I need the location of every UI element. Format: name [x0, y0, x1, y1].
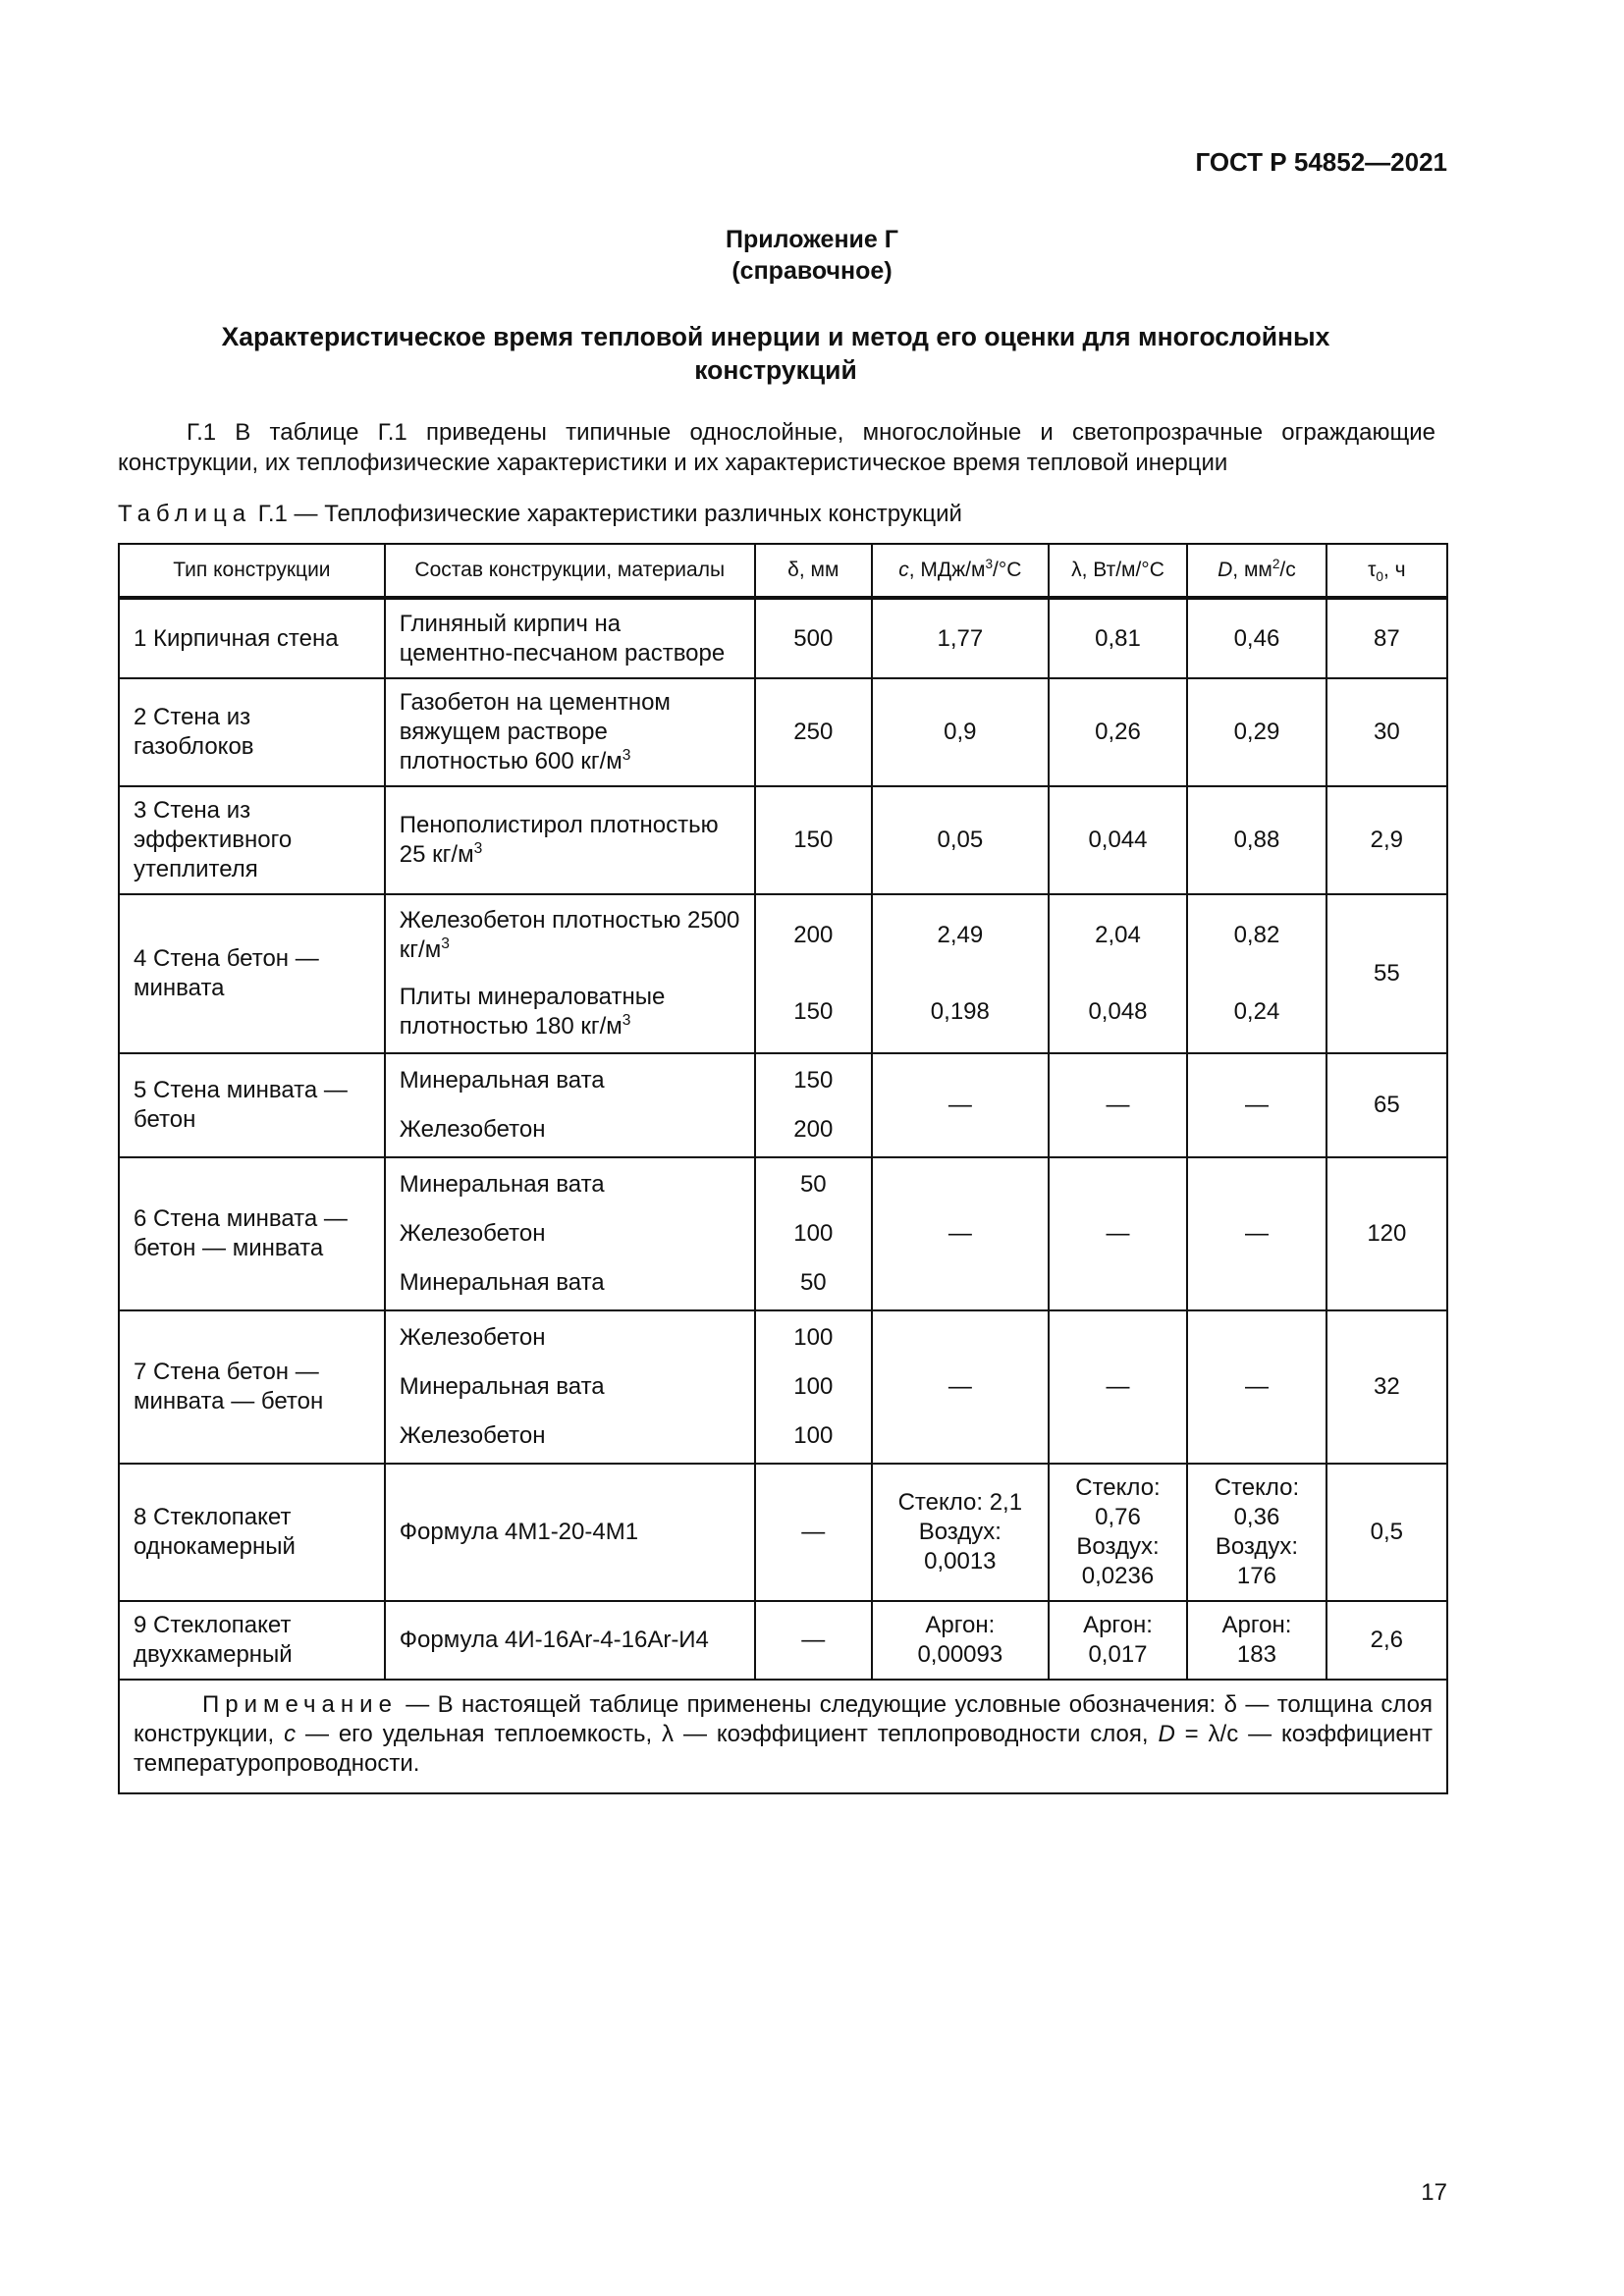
cell-type: 5 Стена минвата — бетон — [119, 1053, 385, 1157]
header-c: c, МДж/$м^3/^\circ С$ — [872, 544, 1049, 598]
cell-type: 6 Стена минвата — бетон — минвата — [119, 1157, 385, 1310]
cell-c: — — [872, 1053, 1049, 1157]
cell-delta: 50 100 50 — [755, 1157, 872, 1310]
header-row — [119, 544, 1447, 598]
table-row — [119, 598, 1447, 678]
cell-d: 0,29 — [1187, 678, 1326, 786]
cell-material: Формула 4М1-20-4М1 — [385, 1464, 755, 1601]
page-number: 17 — [1421, 2179, 1447, 2206]
table-caption — [118, 501, 962, 528]
cell-material: Газобетон на цементном вяжущем растворе плотностью 600 $кг/м^3$ — [385, 678, 755, 786]
cell-material: Железобетон Минеральная вата Железобетон — [385, 1310, 755, 1464]
cell-material: Минеральная вата Железобетон — [385, 1053, 755, 1157]
cell-c: 1,77 — [872, 598, 1049, 678]
table-row — [119, 678, 1447, 786]
cell-material: Железобетон плотностью 2500 $кг/м^3$ Плиты минераловатные плотностью 180 $кг/м^3$ — [385, 894, 755, 1053]
cell-d: 0,88 — [1187, 786, 1326, 894]
header-lambda: λ, Вт/м/°С — [1049, 544, 1187, 598]
cell-type: 9 Стеклопакет двухкамерный — [119, 1601, 385, 1680]
cell-tau: 2,9 — [1326, 786, 1447, 894]
cell-delta: 500 — [755, 598, 872, 678]
cell-c: Аргон: 0,00093 — [872, 1601, 1049, 1680]
cell-tau: 2,6 — [1326, 1601, 1447, 1680]
cell-type: 1 Кирпичная стена — [119, 598, 385, 678]
cell-lambda: 2,04 0,048 — [1049, 894, 1187, 1053]
cell-material: Пенополистирол плотностью 25 $кг/м^3$ — [385, 786, 755, 894]
cell-c: 0,05 — [872, 786, 1049, 894]
cell-lambda: — — [1049, 1053, 1187, 1157]
table-row — [119, 1053, 1447, 1157]
table-row — [119, 1310, 1447, 1464]
standard-code: ГОСТ Р 54852—2021 — [1195, 147, 1447, 177]
cell-d: 0,46 — [1187, 598, 1326, 678]
cell-lambda: Стекло: 0,76 Воздух: 0,0236 — [1049, 1464, 1187, 1601]
cell-d: Аргон: 183 — [1187, 1601, 1326, 1680]
cell-lambda: 0,044 — [1049, 786, 1187, 894]
header-d: D, $мм^2/с$ — [1187, 544, 1326, 598]
cell-tau: 55 — [1326, 894, 1447, 1053]
cell-d: Стекло: 0,36 Воздух: 176 — [1187, 1464, 1326, 1601]
cell-tau: 32 — [1326, 1310, 1447, 1464]
note-row — [119, 1680, 1447, 1793]
cell-type: 8 Стеклопакет однокамерный — [119, 1464, 385, 1601]
table-note: Примечание — В настоящей таблице применены следующие условные обозначения: δ — толщина слоя конструкции, c — его удельная теплоемкость, λ — коэффициент теплопроводности слоя, D = λ/c — коэффициент температуропроводности. — [119, 1680, 1447, 1793]
cell-material: Минеральная вата Железобетон Минеральная вата — [385, 1157, 755, 1310]
cell-d: — — [1187, 1053, 1326, 1157]
table-row — [119, 1601, 1447, 1680]
cell-d: 0,82 0,24 — [1187, 894, 1326, 1053]
thermal-properties-table — [118, 543, 1448, 1794]
cell-c: — — [872, 1310, 1049, 1464]
appendix-heading: Приложение Г — [726, 226, 898, 253]
header-delta: δ, мм — [755, 544, 872, 598]
table-row — [119, 894, 1447, 1053]
intro-paragraph: Г.1 В таблице Г.1 приведены типичные однослойные, многослойные и светопрозрачные ограждающие конструкции, их теплофизические характеристики и их характеристическое время тепловой инерции — [118, 419, 1435, 476]
cell-type: 4 Стена бетон — минвата — [119, 894, 385, 1053]
header-composition: Состав конструкции, материалы — [385, 544, 755, 598]
cell-delta: 150 200 — [755, 1053, 872, 1157]
cell-delta: 250 — [755, 678, 872, 786]
cell-tau: 65 — [1326, 1053, 1447, 1157]
header-type: Тип конструкции — [119, 544, 385, 598]
cell-c: 2,49 0,198 — [872, 894, 1049, 1053]
cell-delta: — — [755, 1601, 872, 1680]
appendix-subheading: (справочное) — [731, 257, 893, 285]
document-title: Характеристическое время тепловой инерции и метод его оценки для многослойных конструкций — [221, 322, 1330, 385]
table-row — [119, 1157, 1447, 1310]
cell-lambda: — — [1049, 1310, 1187, 1464]
cell-c: 0,9 — [872, 678, 1049, 786]
cell-d: — — [1187, 1310, 1326, 1464]
cell-c: Стекло: 2,1 Воздух: 0,0013 — [872, 1464, 1049, 1601]
cell-delta: 200 150 — [755, 894, 872, 1053]
cell-type: 2 Стена из газоблоков — [119, 678, 385, 786]
cell-lambda: Аргон: 0,017 — [1049, 1601, 1187, 1680]
cell-material: Глиняный кирпич на цементно-песчаном растворе — [385, 598, 755, 678]
cell-type: 3 Стена из эффективного утеплителя — [119, 786, 385, 894]
cell-tau: 30 — [1326, 678, 1447, 786]
cell-lambda: 0,26 — [1049, 678, 1187, 786]
note-label: Примечание — [202, 1691, 398, 1718]
cell-delta: 150 — [755, 786, 872, 894]
cell-c: — — [872, 1157, 1049, 1310]
cell-lambda: 0,81 — [1049, 598, 1187, 678]
table-row — [119, 1464, 1447, 1601]
cell-delta: 100 100 100 — [755, 1310, 872, 1464]
cell-delta: — — [755, 1464, 872, 1601]
table-row — [119, 786, 1447, 894]
cell-tau: 87 — [1326, 598, 1447, 678]
cell-tau: 0,5 — [1326, 1464, 1447, 1601]
caption-text: Г.1 — Теплофизические характеристики различных конструкций — [257, 501, 962, 527]
cell-type: 7 Стена бетон — минвата — бетон — [119, 1310, 385, 1464]
cell-material: Формула 4И-16Ar-4-16Ar-И4 — [385, 1601, 755, 1680]
header-tau: $\tau_0$, ч — [1326, 544, 1447, 598]
cell-tau: 120 — [1326, 1157, 1447, 1310]
cell-d: — — [1187, 1157, 1326, 1310]
caption-label: Таблица — [118, 501, 252, 527]
cell-lambda: — — [1049, 1157, 1187, 1310]
